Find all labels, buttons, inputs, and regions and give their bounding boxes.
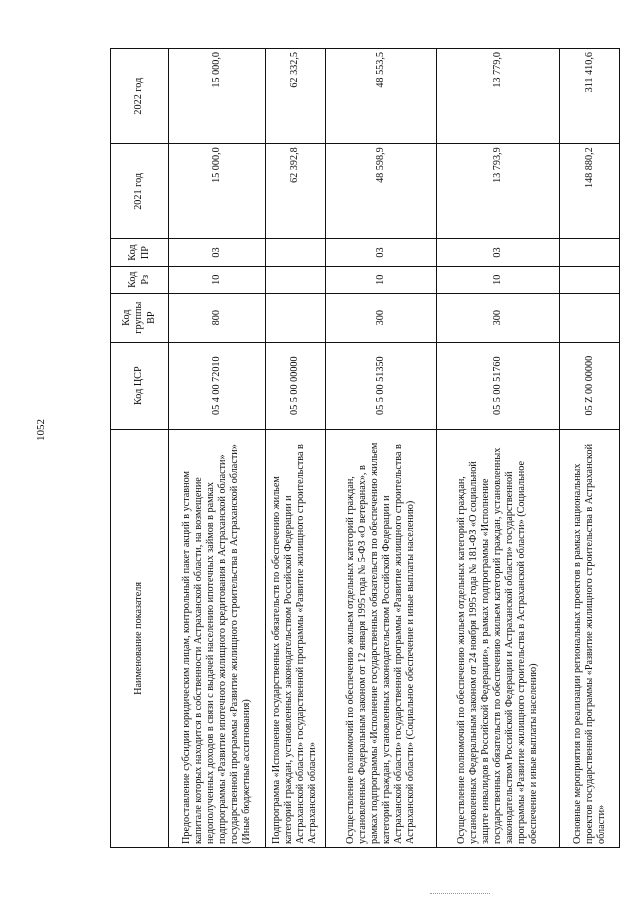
row-csr: 05 5 00 00000 [265, 342, 325, 429]
row-csr: 05 Z 00 00000 [560, 342, 620, 429]
header-2022: 2022 год [111, 49, 169, 144]
row-2021: 148 880,2 [560, 144, 620, 239]
row-pr [265, 239, 325, 266]
row-rz: 10 [436, 266, 560, 293]
row-2021: 62 392,8 [265, 144, 325, 239]
row-vr [265, 293, 325, 342]
page-number: 1052 [35, 419, 47, 441]
row-rz: 10 [169, 266, 266, 293]
row-name: Осуществление полномочий по обеспечению жильем отдельных категорий граждан, установленных Федеральным законом от 12 января 1995 года № 5-ФЗ «О ветеранах», в рамках подпрограммы «Исполнение государственных обязательств по обеспечению жильем категорий граждан, установленных законодательством Российской Федерации и Астраханской области» государственной программы «Развитие жилищного строительства в Астраханской области» (Социальное обеспечение и иные выплаты населению) [325, 429, 436, 847]
table-row [169, 49, 266, 848]
row-pr: 03 [169, 239, 266, 266]
header-2021: 2021 год [111, 144, 169, 239]
row-name: Основные мероприятия по реализации региональных проектов в рамках национальных проектов государственной программы «Развитие жилищного строительства в Астраханской области» [560, 429, 620, 847]
row-pr: 03 [325, 239, 436, 266]
row-2021: 48 598,9 [325, 144, 436, 239]
row-2022: 15 000,0 [169, 49, 266, 144]
row-csr: 05 5 00 51760 [436, 342, 560, 429]
row-2022: 48 553,5 [325, 49, 436, 144]
row-vr: 800 [169, 293, 266, 342]
table-header-row [111, 49, 169, 848]
header-name: Наименование показателя [111, 429, 169, 847]
header-pr: Код ПР [111, 239, 169, 266]
table-row [436, 49, 560, 848]
row-csr: 05 4 00 72010 [169, 342, 266, 429]
row-name: Осуществление полномочий по обеспечению жильем отдельных категорий граждан, установленных Федеральным законом от 24 ноября 1995 года № 181-ФЗ «О социальной защите инвалидов в Российской Федерации», в рамках подпрограммы «Исполнение государственных обязательств по обеспечению жильем категорий граждан, установленных законодательством Российской Федерации и Астраханской области» государственной программы «Развитие жилищного строительства в Астраханской области» (Социальное обеспечение и иные выплаты населению) [436, 429, 560, 847]
header-csr: Код ЦСР [111, 342, 169, 429]
table-row [265, 49, 325, 848]
row-vr: 300 [436, 293, 560, 342]
row-2021: 13 793,9 [436, 144, 560, 239]
row-pr: 03 [436, 239, 560, 266]
table-row [560, 49, 620, 848]
row-vr: 300 [325, 293, 436, 342]
table-row [325, 49, 436, 848]
row-2021: 15 000,0 [169, 144, 266, 239]
row-2022: 62 332,5 [265, 49, 325, 144]
row-name: Подпрограмма «Исполнение государственных обязательств по обеспечению жильем категорий граждан, установленных законодательством Российской Федерации и Астраханской области» государственной программы «Развитие жилищного строительства в Астраханской области» [265, 429, 325, 847]
row-2022: 311 410,6 [560, 49, 620, 144]
row-csr: 05 5 00 51350 [325, 342, 436, 429]
row-rz [265, 266, 325, 293]
row-rz: 10 [325, 266, 436, 293]
scan-mark [430, 893, 490, 896]
header-rz: Код Рз [111, 266, 169, 293]
row-vr [560, 293, 620, 342]
row-pr [560, 239, 620, 266]
row-2022: 13 779,0 [436, 49, 560, 144]
row-rz [560, 266, 620, 293]
row-name: Предоставление субсидии юридическим лицам, контрольный пакет акций в уставном капитале которых находится в собственности Астраханской области, на возмещение недополученных доходов в связи с выдачей населению ипотечных займов в рамках подпрограммы «Развитие ипотечного жилищного кредитования в Астраханской области» государственной программы «Развитие жилищного строительства в Астраханской области» (Иные бюджетные ассигнования) [169, 429, 266, 847]
rotated-table-container [110, 48, 620, 848]
budget-table [110, 48, 620, 848]
header-vr: Код группы ВР [111, 293, 169, 342]
